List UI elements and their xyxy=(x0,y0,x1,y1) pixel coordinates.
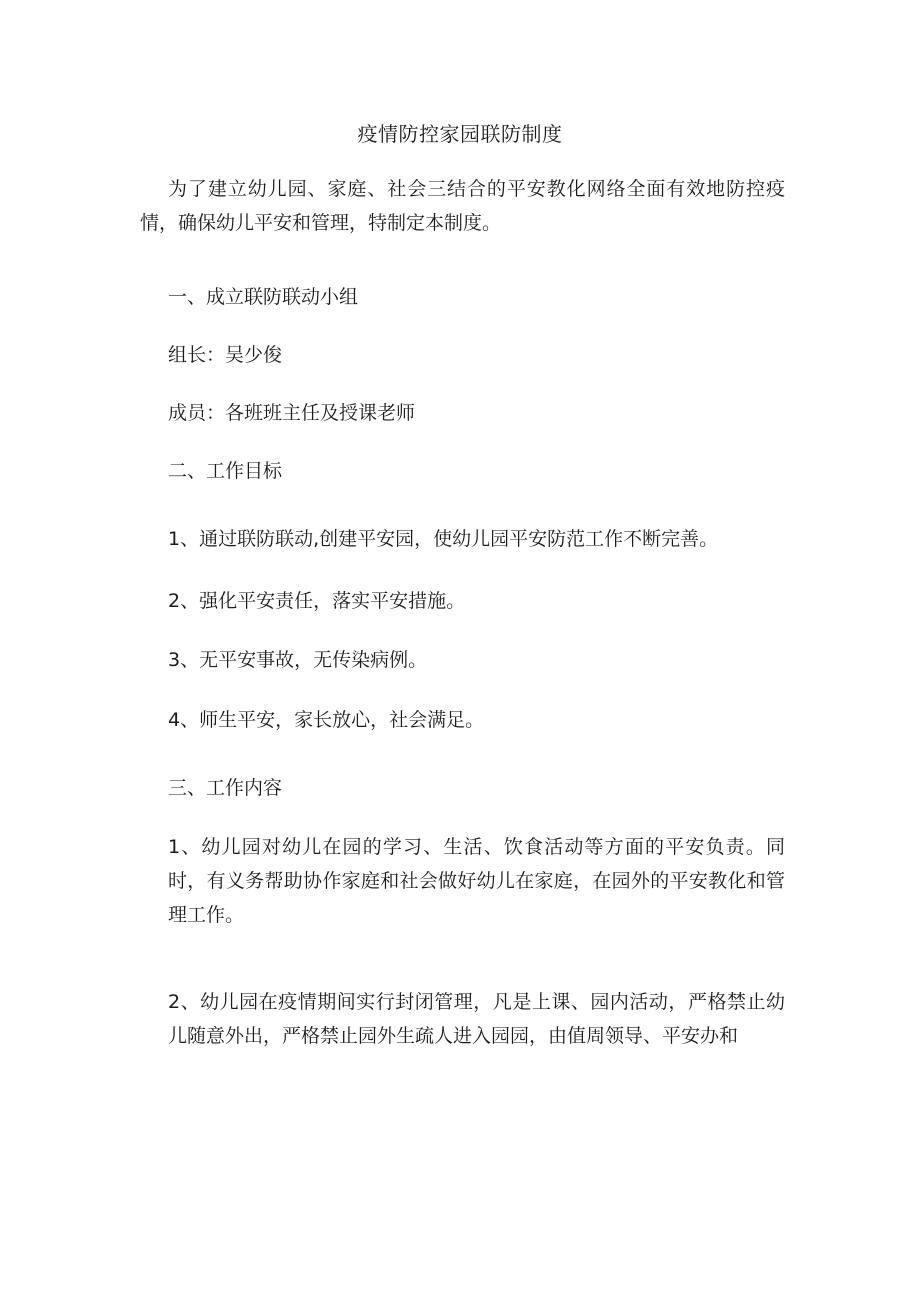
section1-heading: 一、成立联防联动小组 xyxy=(168,286,359,308)
goal-item-1: 1、通过联防联动,创建平安园，使幼儿园平安防范工作不断完善。 xyxy=(168,528,719,550)
group-members: 成员：各班班主任及授课老师 xyxy=(168,402,416,424)
document-title: 疫情防控家园联防制度 xyxy=(357,122,563,146)
content-item-2: 2、幼儿园在疫情期间实行封闭管理，凡是上课、园内活动，严格禁止幼儿随意外出，严格禁止园外生疏人进入园园，由值周领导、平安办和 xyxy=(168,991,785,1047)
goal-item-3: 3、无平安事故，无传染病例。 xyxy=(168,649,428,671)
section3-heading: 三、工作内容 xyxy=(168,777,283,799)
intro-paragraph: 为了建立幼儿园、家庭、社会三结合的平安教化网络全面有效地防控疫情，确保幼儿平安和管理，特制定本制度。 xyxy=(140,178,785,234)
goal-item-2: 2、强化平安责任，落实平安措施。 xyxy=(168,590,466,612)
content-item-1: 1、幼儿园对幼儿在园的学习、生活、饮食活动等方面的平安负责。同时，有义务帮助协作家庭和社会做好幼儿在家庭，在园外的平安教化和管理工作。 xyxy=(168,836,785,926)
goal-item-4: 4、师生平安，家长放心，社会满足。 xyxy=(168,709,485,731)
group-leader: 组长：吴少俊 xyxy=(168,344,283,366)
section2-heading: 二、工作目标 xyxy=(168,460,283,482)
